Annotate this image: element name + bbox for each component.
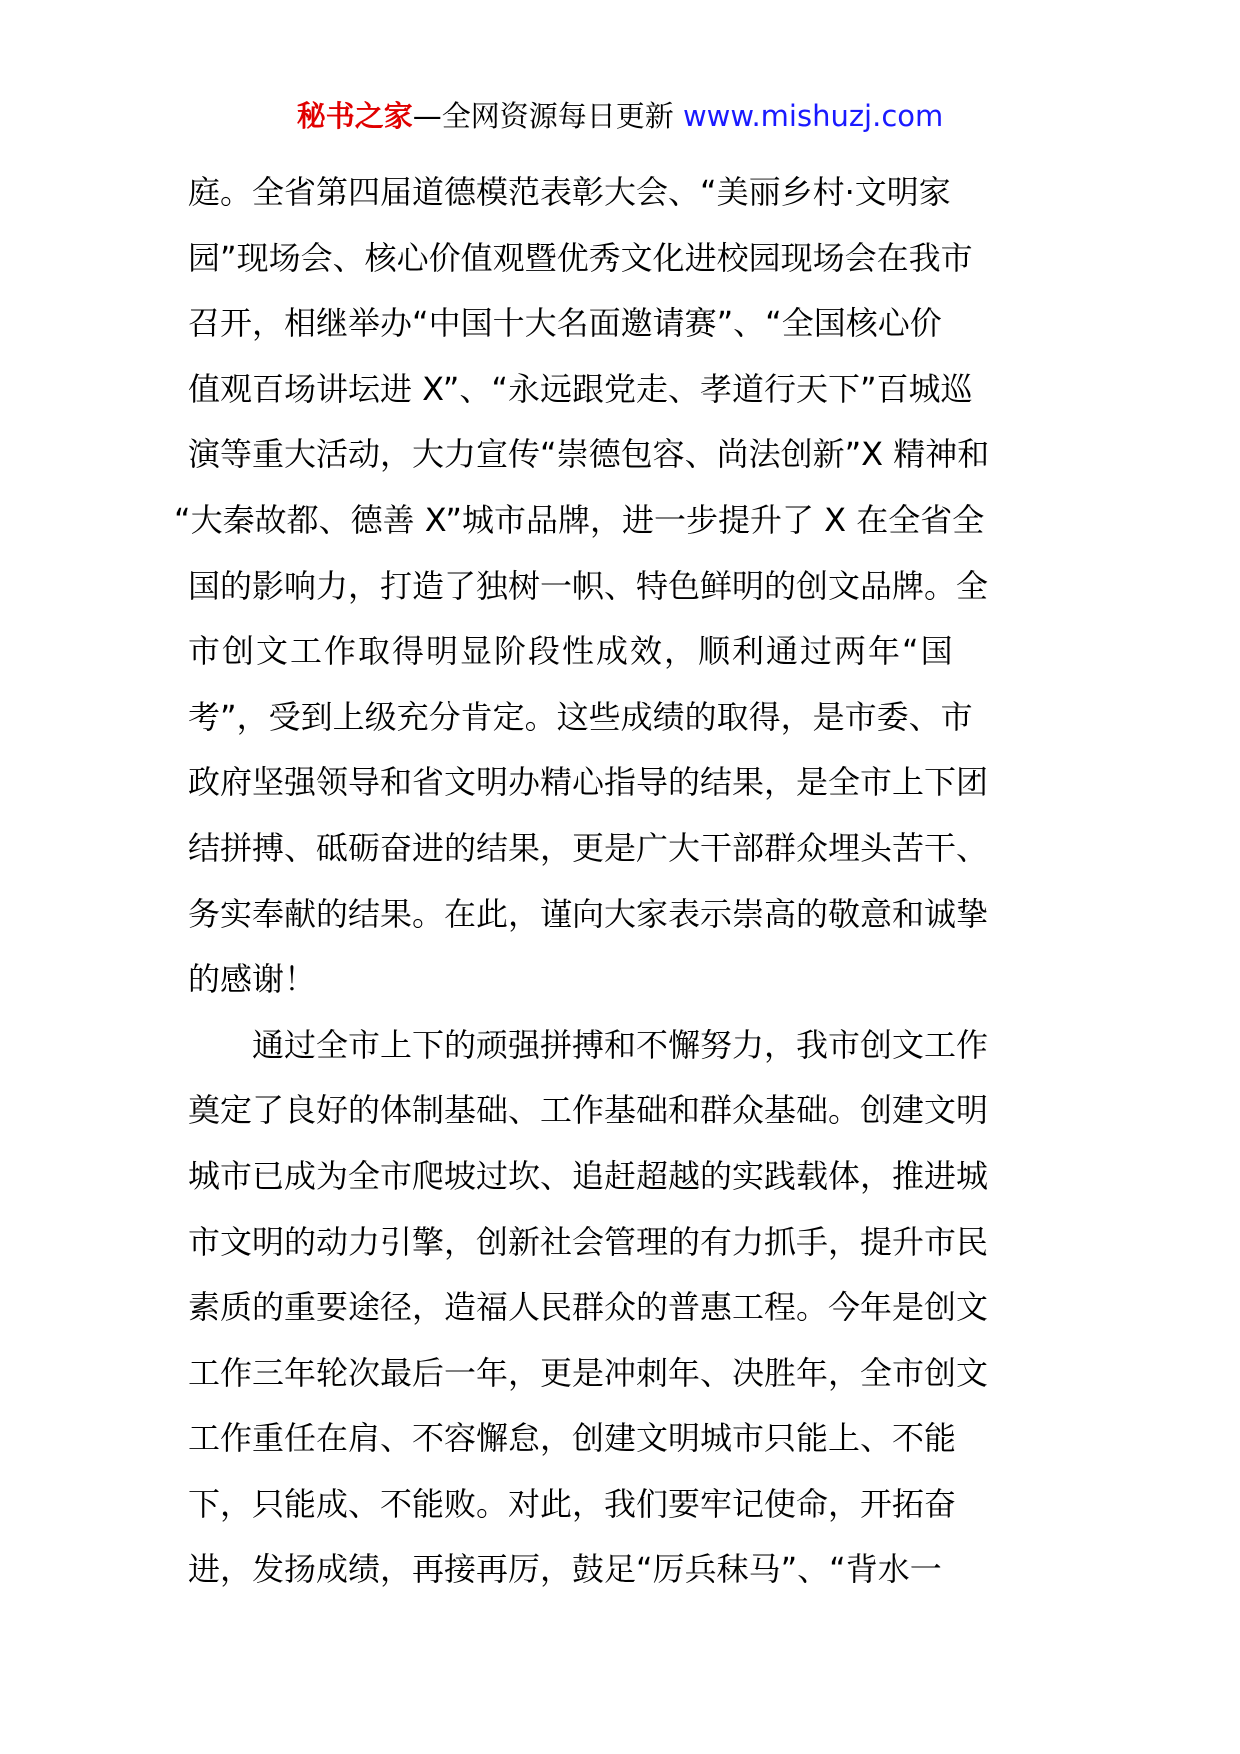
text-line: 进，发扬成绩，再接再厉，鼓足“厉兵秣马”、“背水一 [188,1550,942,1589]
document-body [174,160,1068,1603]
text-line: 值观百场讲坛进 X”、“永远跟党走、孝道行天下”百城巡 [188,369,973,408]
site-url-link[interactable]: www.mishuzj.com [682,99,944,133]
text-line: 国的影响力，打造了独树一帜、特色鲜明的创文品牌。全 [188,566,989,605]
text-line: 城市已成为全市爬坡过坎、追赶超越的实践载体，推进城 [188,1156,989,1195]
text-line: 市创文工作取得明显阶段性成效，顺利通过两年“国 [188,632,955,671]
text-line: 奠定了良好的体制基础、工作基础和群众基础。创建文明 [188,1091,989,1130]
text-line: 园”现场会、核心价值观暨优秀文化进校园现场会在我市 [188,238,973,277]
text-line: 考”，受到上级充分肯定。这些成绩的取得，是市委、市 [188,697,973,736]
text-line: 工作重任在肩、不容懈怠，创建文明城市只能上、不能 [188,1419,957,1458]
text-line: 政府坚强领导和省文明办精心指导的结果，是全市上下团 [188,763,989,802]
text-line: 的感谢！ [188,960,317,999]
text-line: 下，只能成、不能败。对此，我们要牢记使命，开拓奋 [188,1484,957,1523]
site-header [0,96,1240,136]
text-line: “大秦故都、德善 X”城市品牌，进一步提升了 X 在全省全 [174,500,985,539]
site-brand: 秘书之家 [296,99,413,133]
text-line: 结拼搏、砥砺奋进的结果，更是广大干部群众埋头苦干、 [188,828,989,867]
site-tagline: —全网资源每日更新 [412,99,683,133]
text-line: 召开，相继举办“中国十大名面邀请赛”、“全国核心价 [188,304,942,343]
text-line: 演等重大活动，大力宣传“崇德包容、尚法创新”X 精神和 [188,435,990,474]
text-line: 通过全市上下的顽强拼搏和不懈努力，我市创文工作 [252,1025,989,1064]
text-line: 素质的重要途径，造福人民群众的普惠工程。今年是创文 [188,1288,989,1327]
text-line: 市文明的动力引擎，创新社会管理的有力抓手，提升市民 [188,1222,989,1261]
text-line: 庭。全省第四届道德模范表彰大会、“美丽乡村·文明家 [188,173,951,211]
text-line: 务实奉献的结果。在此，谨向大家表示崇高的敬意和诚挚 [188,894,989,933]
text-line: 工作三年轮次最后一年，更是冲刺年、决胜年，全市创文 [188,1353,989,1392]
